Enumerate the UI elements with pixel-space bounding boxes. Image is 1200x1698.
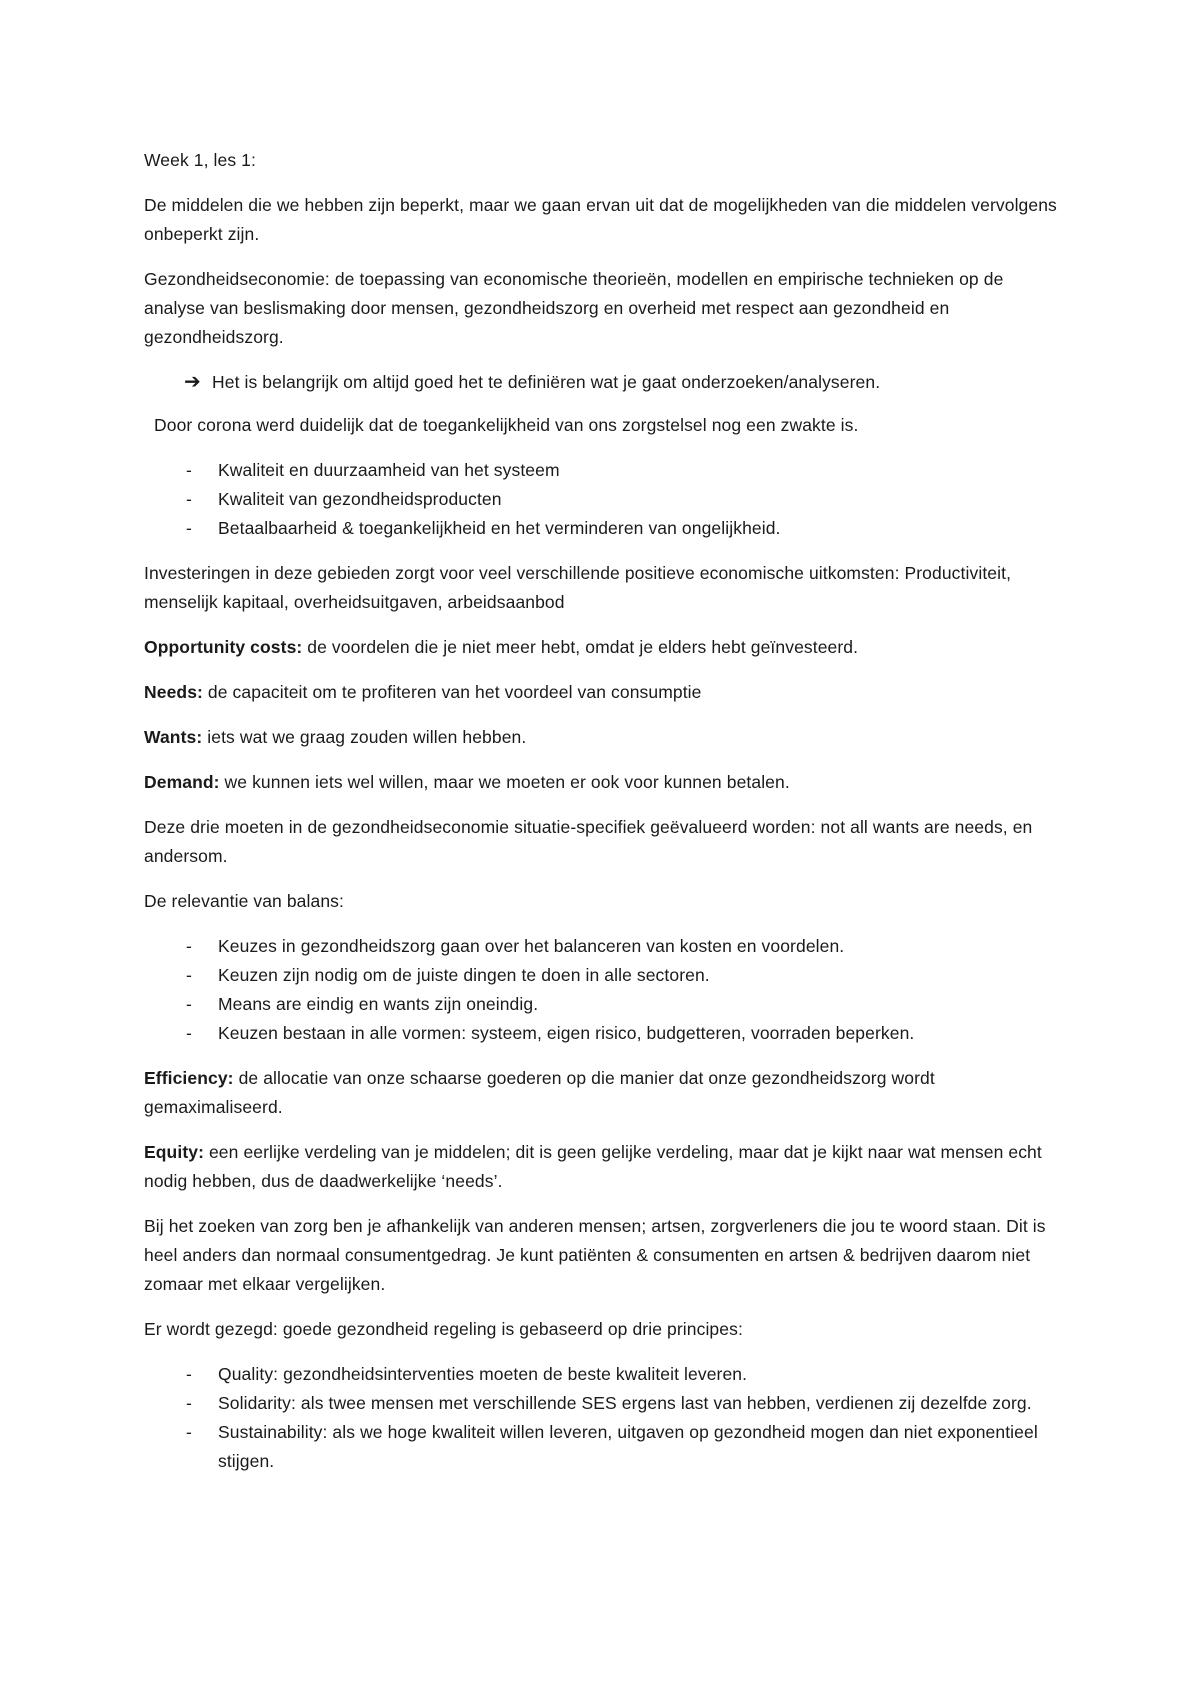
arrow-note-text: Het is belangrijk om altijd goed het te definiëren wat je gaat onderzoeken/analyseren. <box>212 372 881 392</box>
term-label: Efficiency: <box>144 1068 234 1088</box>
dash-bullet: - <box>186 518 192 538</box>
paragraph-corona: Door corona werd duidelijk dat de toegankelijkheid van ons zorgstelsel nog een zwakte is. <box>154 415 859 435</box>
term-definition: iets wat we graag zouden willen hebben. <box>202 727 527 747</box>
term-definition: we kunnen iets wel willen, maar we moeten er ook voor kunnen betalen. <box>219 772 790 792</box>
list-goals <box>144 456 1064 543</box>
list-item <box>144 1360 1064 1389</box>
dash-bullet: - <box>186 489 192 509</box>
list-item <box>144 485 1064 514</box>
list-item-text: Keuzes in gezondheidszorg gaan over het balanceren van kosten en voordelen. <box>218 936 845 956</box>
list-balans <box>144 932 1064 1048</box>
term-definition: de capaciteit om te profiteren van het voordeel van consumptie <box>202 682 702 702</box>
paragraph-principes: Er wordt gezegd: goede gezondheid regeling is gebaseerd op drie principes: <box>144 1319 743 1339</box>
dash-bullet: - <box>186 460 192 480</box>
list-item <box>144 1019 1064 1048</box>
dash-bullet: - <box>186 965 192 985</box>
list-item <box>144 456 1064 485</box>
list-item-text: Keuzen bestaan in alle vormen: systeem, eigen risico, budgetteren, voorraden beperken. <box>218 1023 915 1043</box>
term-label: Demand: <box>144 772 220 792</box>
dash-bullet: - <box>186 994 192 1014</box>
term-label: Opportunity costs: <box>144 637 303 657</box>
paragraph-zoeken-zorg: Bij het zoeken van zorg ben je afhankelijk van anderen mensen; artsen, zorgverleners die jou te woord staan. Dit is heel anders dan normaal consumentgedrag. Je kunt patiënten & consumenten en artsen & bedrijven daarom niet zomaar met elkaar vergelijken. <box>144 1216 1046 1294</box>
term-label: Wants: <box>144 727 203 747</box>
paragraph-situatie-specifiek: Deze drie moeten in de gezondheidseconomie situatie-specifiek geëvalueerd worden: not all wants are needs, en andersom. <box>144 817 1033 866</box>
list-item-text: Keuzen zijn nodig om de juiste dingen te doen in alle sectoren. <box>218 965 710 985</box>
list-item-text: Quality: gezondheidsinterventies moeten de beste kwaliteit leveren. <box>218 1364 748 1384</box>
arrow-note <box>144 368 1064 397</box>
definition-demand <box>144 768 1064 797</box>
paragraph-relevantie-balans: De relevantie van balans: <box>144 891 344 911</box>
dash-bullet: - <box>186 1023 192 1043</box>
list-item <box>144 990 1064 1019</box>
document-body <box>144 146 1064 1492</box>
definition-equity <box>144 1138 1064 1196</box>
arrow-right-icon: ➔ <box>184 371 201 393</box>
term-definition: de allocatie van onze schaarse goederen op die manier dat onze gezondheidszorg wordt gemaximaliseerd. <box>144 1068 935 1117</box>
list-item <box>144 961 1064 990</box>
term-definition: de voordelen die je niet meer hebt, omdat je elders hebt geïnvesteerd. <box>302 637 859 657</box>
term-label: Needs: <box>144 682 203 702</box>
paragraph-middelen: De middelen die we hebben zijn beperkt, maar we gaan ervan uit dat de mogelijkheden van die middelen vervolgens onbeperkt zijn. <box>144 195 1057 244</box>
definition-wants <box>144 723 1064 752</box>
definition-efficiency <box>144 1064 1064 1122</box>
dash-bullet: - <box>186 1393 192 1413</box>
list-item <box>144 1418 1064 1476</box>
list-item <box>144 514 1064 543</box>
dash-bullet: - <box>186 936 192 956</box>
list-item-text: Betaalbaarheid & toegankelijkheid en het verminderen van ongelijkheid. <box>218 518 781 538</box>
definition-opportunity-costs <box>144 633 1064 662</box>
list-item-text: Kwaliteit en duurzaamheid van het systeem <box>218 460 560 480</box>
list-item-text: Means are eindig en wants zijn oneindig. <box>218 994 539 1014</box>
list-item-text: Sustainability: als we hoge kwaliteit willen leveren, uitgaven op gezondheid mogen dan niet exponentieel stijgen. <box>218 1422 1038 1471</box>
term-definition: een eerlijke verdeling van je middelen; dit is geen gelijke verdeling, maar dat je kijkt naar wat mensen echt nodig hebben, dus de daadwerkelijke ‘needs’. <box>144 1142 1042 1191</box>
list-principes <box>144 1360 1064 1476</box>
paragraph-definition-gezondheidseconomie: Gezondheidseconomie: de toepassing van economische theorieën, modellen en empirische technieken op de analyse van beslismaking door mensen, gezondheidszorg en overheid met respect aan gezondheid en gezondheidszorg. <box>144 269 1004 347</box>
list-item <box>144 1389 1064 1418</box>
dash-bullet: - <box>186 1422 192 1442</box>
heading: Week 1, les 1: <box>144 150 256 170</box>
list-item <box>144 932 1064 961</box>
dash-bullet: - <box>186 1364 192 1384</box>
definition-needs <box>144 678 1064 707</box>
list-item-text: Kwaliteit van gezondheidsproducten <box>218 489 502 509</box>
term-label: Equity: <box>144 1142 205 1162</box>
list-item-text: Solidarity: als twee mensen met verschillende SES ergens last van hebben, verdienen zij dezelfde zorg. <box>218 1393 1032 1413</box>
paragraph-investeringen: Investeringen in deze gebieden zorgt voor veel verschillende positieve economische uitkomsten: Productiviteit, menselijk kapitaal, overheidsuitgaven, arbeidsaanbod <box>144 563 1012 612</box>
